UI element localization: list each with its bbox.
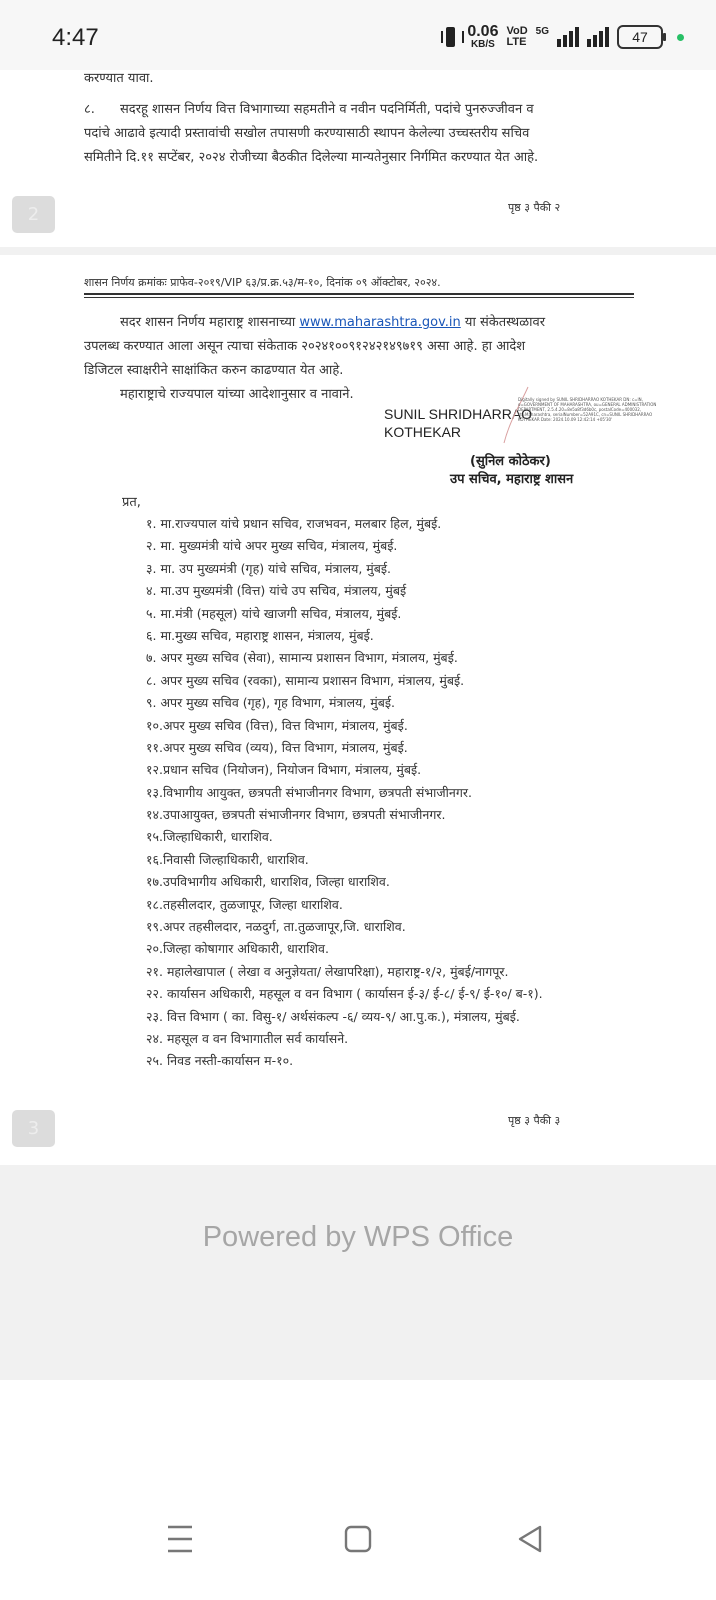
home-icon[interactable]	[338, 1519, 378, 1559]
para8-line-1: ८. सदरहू शासन निर्णय वित्त विभागाच्या सहमतीने व नवीन पदनिर्मिती, पदांचे पुनरुज्जीवन व	[84, 98, 632, 122]
battery-icon: 47	[617, 25, 663, 49]
list-item: १३.विभागीय आयुक्त, छत्रपती संभाजीनगर विभाग, छत्रपती संभाजीनगर.	[146, 784, 472, 800]
page-footer: पृष्ठ ३ पैकी ३	[508, 1114, 561, 1127]
digital-signature-details: Digitally signed by SUNIL SHRIDHARRAO KOTHEKAR DN: c=IN, o=GOVERNMENT OF MAHARASHTRA, ou=GENERAL ADMINISTRATION DEPARTMENT, 2.5.4.20=8e5a8f3d6b0c, postalCode=400032, st=Maharashtra, serialNumber=52A91C, cn=SUNIL SHRIDHARRAO KOTHEKAR Date: 2024.10.09 12:42:14 +05'30'	[518, 397, 657, 422]
list-item: १७.उपविभागीय अधिकारी, धाराशिव, जिल्हा धाराशिव.	[146, 874, 390, 890]
page-footer: पृष्ठ ३ पैकी २	[508, 201, 561, 214]
header-rule-thin	[84, 297, 634, 298]
list-item: ६. मा.मुख्य सचिव, महाराष्ट्र शासन, मंत्रालय, मुंबई.	[146, 627, 374, 643]
volte-top: VoD	[506, 25, 528, 37]
page-number-badge[interactable]: 2	[12, 196, 55, 233]
volte-indicator	[506, 26, 527, 48]
network-speed-unit: KB/S	[470, 39, 495, 50]
list-item: १९.अपर तहसीलदार, नळदुर्ग, ता.तुळजापूर,जि. धाराशिव.	[146, 919, 406, 935]
page-number-badge[interactable]: 3	[12, 1110, 55, 1147]
publication-line-1: सदर शासन निर्णय महाराष्ट्र शासनाच्या www.maharashtra.gov.in या संकेतस्थळावर	[120, 315, 546, 330]
publication-line-2: उपलब्ध करण्यात आला असून त्याचा संकेताक २०२४१००९१२४२१४९७१९ असा आहे. हा आदेश	[84, 339, 526, 354]
order-line: महाराष्ट्राचे राज्यपाल यांच्या आदेशानुसार व नावाने.	[120, 387, 354, 402]
menu-icon[interactable]	[160, 1519, 200, 1559]
clock: 4:47	[52, 24, 99, 51]
status-bar	[0, 0, 716, 70]
list-item: ४. मा.उप मुख्यमंत्री (वित्त) यांचे उप सचिव, मंत्रालय, मुंबई	[146, 583, 407, 599]
wps-powered-by: Powered by WPS Office	[202, 1221, 514, 1253]
list-item: १८.तहसीलदार, तुळजापूर, जिल्हा धाराशिव.	[146, 896, 343, 912]
wps-branding-area	[0, 1165, 716, 1380]
header-rule	[84, 293, 634, 295]
list-item: ९. अपर मुख्य सचिव (गृह), गृह विभाग, मंत्रालय, मुंबई.	[146, 695, 395, 711]
list-item: ८. अपर मुख्य सचिव (रवका), सामान्य प्रशासन विभाग, मंत्रालय, मुंबई.	[146, 672, 465, 688]
publication-line-3: डिजिटल स्वाक्षरीने साक्षांकित करुन काढण्यात येत आहे.	[84, 363, 344, 378]
list-item: २२. कार्यासन अधिकारी, महसूल व वन विभाग ( कार्यासन ई-३/ ई-८/ ई-९/ ई-१०/ ब-१).	[146, 986, 543, 1002]
page2-paragraph-8	[84, 98, 632, 170]
page2-fragment: करण्यात यावा.	[84, 71, 154, 86]
document-page-3	[0, 255, 716, 1165]
list-item: १५.जिल्हाधिकारी, धाराशिव.	[146, 829, 273, 845]
privacy-indicator-dot	[677, 34, 684, 41]
publication-paragraph	[84, 311, 632, 407]
list-item: २३. वित्त विभाग ( का. विसु-१/ अर्थसंकल्प -६/ व्यय-९/ आ.पु.क.), मंत्रालय, मुंबई.	[146, 1008, 520, 1024]
recipient-list	[146, 513, 543, 1073]
list-item: २४. महसूल व वन विभागातील सर्व कार्यासने.	[146, 1030, 349, 1046]
para8-line-2: पदांचे आढावे इत्यादी प्रस्तावांची सखोल तपासणी करण्यासाठी स्थापन केलेल्या उच्चस्तरीय सचिव	[84, 126, 530, 141]
signer-name: SUNIL SHRIDHARRAO KOTHEKAR	[384, 406, 533, 440]
signal-icon-sim1	[557, 27, 579, 47]
system-navigation-bar	[0, 1380, 716, 1600]
list-item: २०.जिल्हा कोषागार अधिकारी, धाराशिव.	[146, 941, 329, 957]
back-icon[interactable]	[510, 1519, 550, 1559]
list-item: १. मा.राज्यपाल यांचे प्रधान सचिव, राजभवन, मलबार हिल, मुंबई.	[146, 516, 442, 531]
list-item: २५. निवड नस्ती-कार्यासन म-१०.	[146, 1053, 294, 1069]
list-item: ५. मा.मंत्री (महसूल) यांचे खाजगी सचिव, मंत्रालय, मुंबई.	[146, 605, 402, 621]
list-item: ११.अपर मुख्य सचिव (व्यय), वित्त विभाग, मंत्रालय, मुंबई.	[146, 739, 408, 755]
list-item: ७. अपर मुख्य सचिव (सेवा), सामान्य प्रशासन विभाग, मंत्रालय, मुंबई.	[146, 650, 458, 666]
document-header: शासन निर्णय क्रमांकः प्राफेव-२०१९/VIP ६३/प्र.क्र.५३/म-१०, दिनांक ०९ ऑक्टोबर, २०२४.	[84, 276, 441, 289]
volte-bottom: LTE	[506, 36, 527, 48]
list-item: २. मा. मुख्यमंत्री यांचे अपर मुख्य सचिव, मंत्रालय, मुंबई.	[146, 538, 398, 554]
network-speed	[467, 24, 498, 50]
status-icons	[441, 24, 684, 50]
list-item: २१. महालेखापाल ( लेखा व अनुज्ञेयता/ लेखापरिक्षा), महाराष्ट्र-१/२, मुंबई/नागपूर.	[146, 963, 509, 979]
signal-icon-sim2	[587, 27, 609, 47]
copy-to-label: प्रत,	[122, 495, 141, 510]
signer-designation: उप सचिव, महाराष्ट्र शासन	[450, 472, 574, 487]
signer-name-marathi: (सुनिल कोठेकर)	[470, 454, 551, 469]
list-item: १०.अपर मुख्य सचिव (वित्त), वित्त विभाग, मंत्रालय, मुंबई.	[146, 717, 408, 733]
para8-number: ८.	[84, 102, 95, 117]
network-type: 5G	[535, 25, 549, 37]
document-page-2	[0, 70, 716, 247]
list-item: १४.उपाआयुक्त, छत्रपती संभाजीनगर विभाग, छत्रपती संभाजीनगर.	[146, 807, 446, 823]
list-item: ३. मा. उप मुख्यमंत्री (गृह) यांचे सचिव, मंत्रालय, मुंबई.	[146, 560, 391, 576]
network-speed-value: 0.06	[467, 23, 499, 40]
list-item: १२.प्रधान सचिव (नियोजन), नियोजन विभाग, मंत्रालय, मुंबई.	[146, 762, 422, 778]
website-link[interactable]: www.maharashtra.gov.in	[299, 315, 461, 330]
para8-line-3: समितीने दि.११ सप्टेंबर, २०२४ रोजीच्या बैठकीत दिलेल्या मान्यतेनुसार निर्गमित करण्यात येत आहे.	[84, 150, 539, 165]
list-item: १६.निवासी जिल्हाधिकारी, धाराशिव.	[146, 851, 309, 867]
vibrate-icon	[441, 26, 459, 48]
